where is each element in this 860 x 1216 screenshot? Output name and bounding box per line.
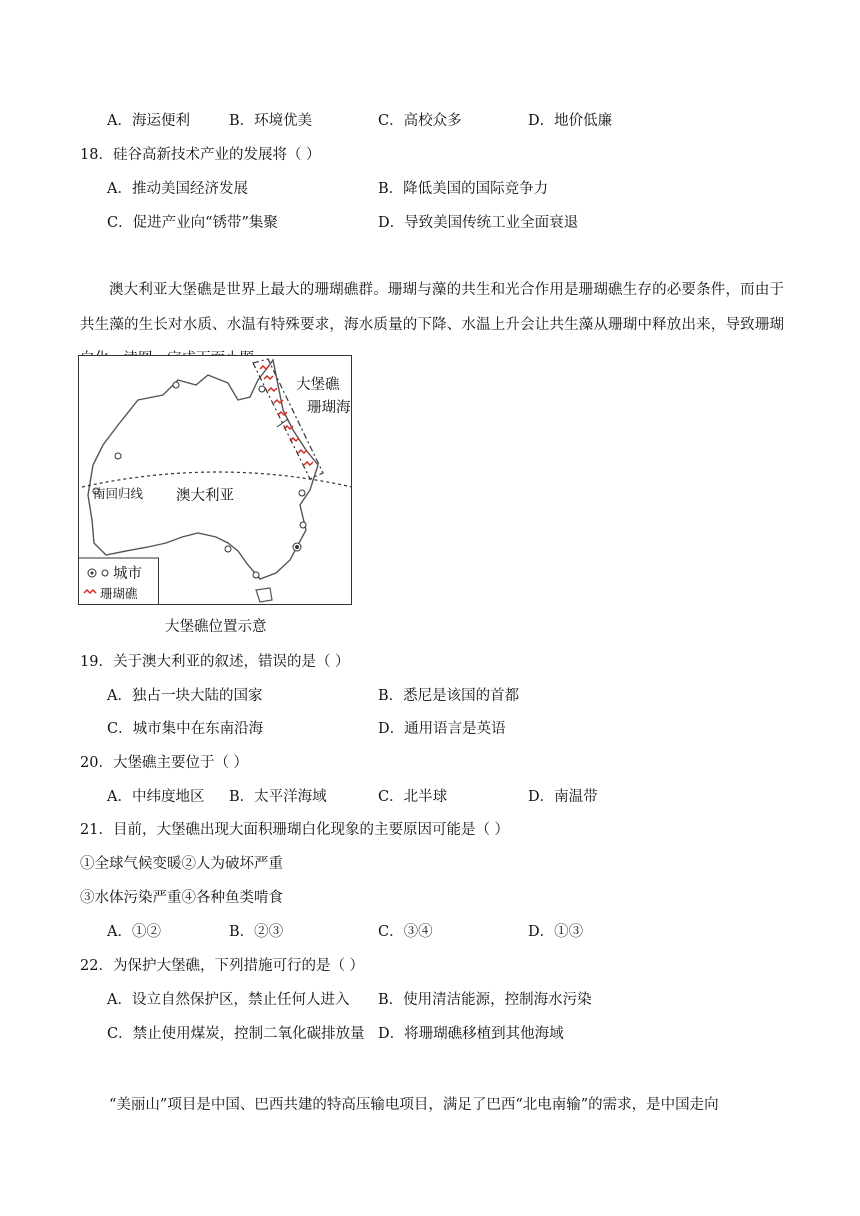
q20-option-a: A．中纬度地区	[107, 789, 205, 805]
q18-option-b: B．降低美国的国际竞争力	[378, 181, 549, 197]
map-caption: 大堡礁位置示意	[165, 619, 267, 635]
q19-option-d: D．通用语言是英语	[378, 721, 506, 737]
q22-option-a: A．设立自然保护区，禁止任何人进入	[107, 992, 350, 1008]
q17-option-a: A．海运便利	[107, 113, 190, 129]
q18-stem: 18．硅谷高新技术产业的发展将（ ）	[80, 147, 321, 163]
q22-option-c: C．禁止使用煤炭，控制二氧化碳排放量	[107, 1026, 365, 1042]
q21-statements-2: ③水体污染严重④各种鱼类啃食	[80, 890, 283, 906]
q18-option-a: A．推动美国经济发展	[107, 181, 248, 197]
q21-option-a: A．①②	[107, 924, 161, 940]
next-passage: “美丽山”项目是中国、巴西共建的特高压输电项目，满足了巴西“北电南输”的需求，是中国走向	[109, 1097, 719, 1113]
map-label-sea: 珊瑚海	[307, 400, 351, 416]
q18-option-d: D．导致美国传统工业全面衰退	[378, 215, 579, 231]
q22-option-b: B．使用清洁能源，控制海水污染	[378, 992, 592, 1008]
q22-stem: 22．为保护大堡礁，下列措施可行的是（ ）	[80, 958, 365, 974]
reef-passage: 澳大利亚大堡礁是世界上最大的珊瑚礁群。珊瑚与藻的共生和光合作用是珊瑚礁生存的必要条件，而由于共生藻的生长对水质、水温有特殊要求，海水质量的下降、水温上升会让共生藻从珊瑚中释放出来，导致珊瑚	[80, 282, 784, 333]
q19-option-a: A．独占一块大陆的国家	[107, 688, 263, 704]
q20-stem: 20．大堡礁主要位于（ ）	[80, 755, 249, 771]
q21-option-d: D．①③	[528, 924, 584, 940]
q22-option-d: D．将珊瑚礁移植到其他海域	[378, 1026, 564, 1042]
q21-option-b: B．②③	[229, 924, 284, 940]
map-label-country: 澳大利亚	[176, 488, 234, 504]
q17-option-b: B．环境优美	[229, 113, 313, 129]
q20-option-c: C．北半球	[378, 789, 448, 805]
q21-option-c: C．③④	[378, 924, 433, 940]
q19-option-b: B．悉尼是该国的首都	[378, 688, 520, 704]
q17-option-d: D．地价低廉	[528, 113, 613, 129]
q19-stem: 19．关于澳大利亚的叙述，错误的是（ ）	[80, 654, 350, 670]
legend-city-label: 城市	[113, 566, 142, 582]
q19-option-c: C．城市集中在东南沿海	[107, 721, 264, 737]
q21-statements-1: ①全球气候变暖②人为破坏严重	[80, 856, 283, 872]
q20-option-b: B．太平洋海域	[229, 789, 327, 805]
map-label-reef: 大堡礁	[296, 377, 340, 393]
legend-coral-label: 珊瑚礁	[100, 587, 138, 601]
q21-stem: 21．目前，大堡礁出现大面积珊瑚白化现象的主要原因可能是（ ）	[80, 822, 510, 838]
map-label-tropic: 南回归线	[93, 487, 144, 501]
q18-option-c: C．促进产业向“锈带”集聚	[107, 215, 278, 231]
q20-option-d: D．南温带	[528, 789, 598, 805]
q17-option-c: C．高校众多	[378, 113, 462, 129]
